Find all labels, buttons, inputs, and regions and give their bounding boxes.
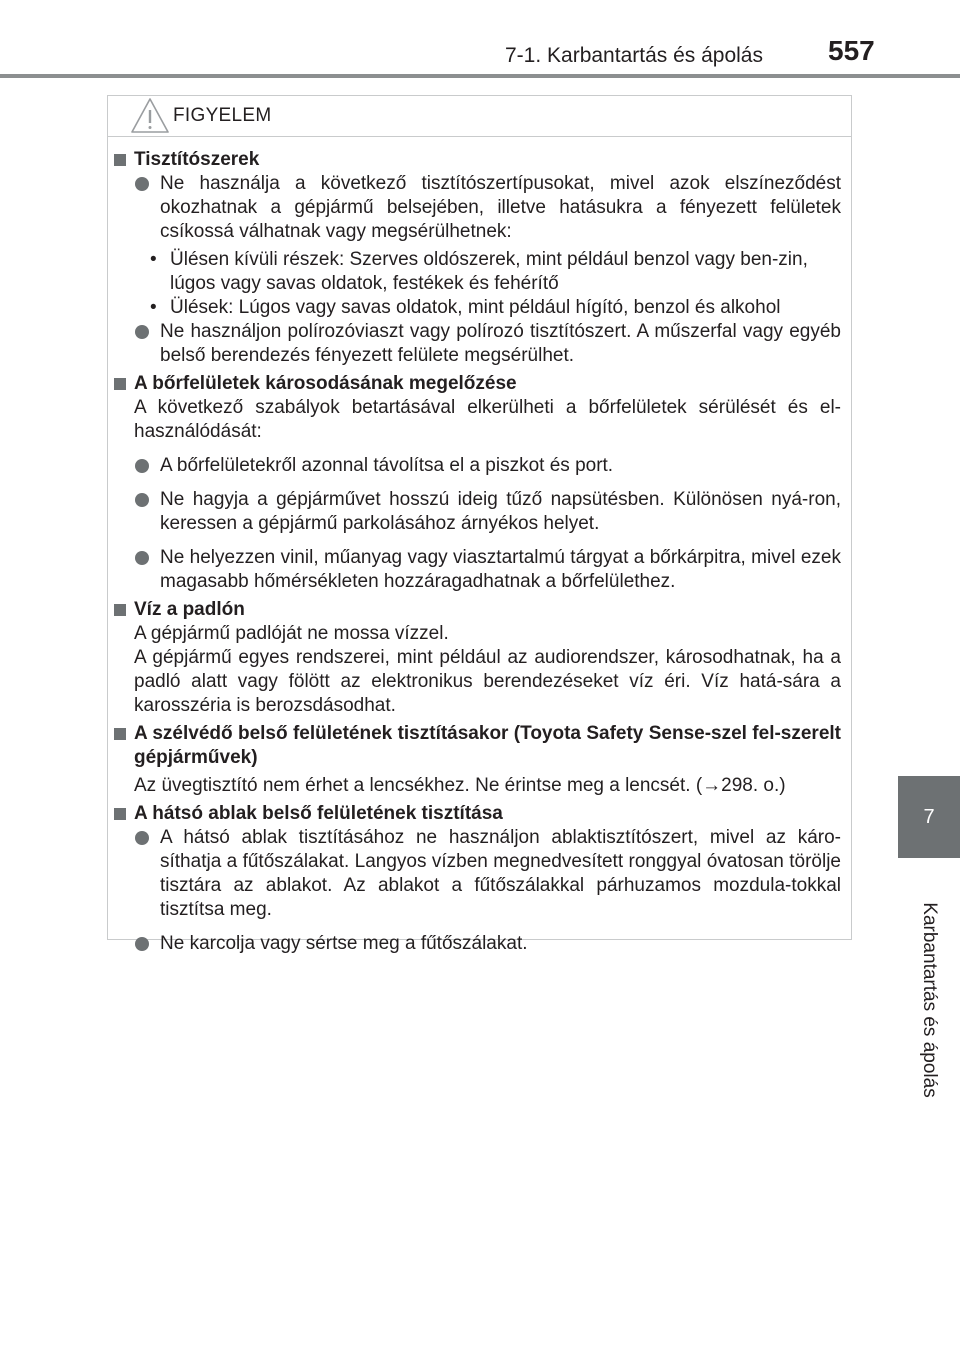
section-cleaning-agents [108,148,851,368]
chapter-label: Karbantartás és ápolás [919,902,940,1098]
section-text [134,774,841,798]
section-square-icon [114,378,126,390]
caution-box [107,95,852,954]
page-reference: 298. o.) [721,775,786,796]
page-number: 557 [828,35,875,66]
warning-triangle-icon [130,96,170,136]
bullet-text: Ne karcolja vagy sértse meg a fűtőszálakat. [160,933,528,954]
bullet-dot-icon [135,459,149,473]
chapter-tab [898,776,960,858]
section-title: A szélvédő belső felületének tisztításakor (Toyota Safety Sense-szel fel-szerelt gépjárművek) [134,723,841,768]
bullet-item [134,826,841,922]
bullet-text: Ne használjon polírozóviaszt vagy polírozó tisztítószert. A műszerfal vagy egyéb belső berendezés fényezett felülete megsérülhet. [160,321,841,366]
section-title: Tisztítószerek [134,149,260,170]
bullet-text: Ne hagyja a gépjárművet hosszú ideig tűző napsütésben. Különösen nyá-ron, keressen a gépjármű parkolásához árnyékos helyet. [160,489,841,534]
section-square-icon [114,808,126,820]
bullet-item [134,932,841,956]
bullet-dot-icon [135,551,149,565]
arrow-icon: → [702,775,722,796]
section-title: A bőrfelületek károsodásának megelőzése [134,373,517,394]
header-rule [0,74,960,78]
sub-item [134,248,841,296]
sub-text: Ülések: Lúgos vagy savas oldatok, mint például hígító, benzol és alkohol [170,297,781,318]
section-water-on-floor [108,598,851,718]
sub-item [134,296,841,320]
bullet-dot-icon [135,493,149,507]
text-before-reference: Az üvegtisztító nem érhet a lencsékhez. Ne érintse meg a lencsét. ( [134,775,703,796]
section-text: A gépjármű egyes rendszerei, mint például az audiorendszer, károsodhatnak, ha a padló alatt vagy fölött az elektronikus berendezéseket víz éri. Víz hatá-sára a karosszéria is berozsdásodhat. [134,647,841,716]
bullet-text: Ne használja a következő tisztítószertípusokat, mivel azok elszíneződést okozhatnak a gépjármű belsejében, illetve hatásukra a fényezett felületek csíkossá válhatnak vagy megsérülhetnek: [160,173,841,242]
bullet-text: A hátsó ablak tisztításához ne használjon ablaktisztítószert, mivel az káro-síthatja a fűtőszálakat. Langyos vízben megnedvesített ronggyal óvatosan törölje tisztára az ablakot. Az ablakot a fűtőszálakkal párhuzamos mozdula-tokkal tisztítsa meg. [160,827,841,920]
caution-content [108,148,851,956]
section-leather-protection [108,372,851,594]
bullet-text: Ne helyezzen vinil, műanyag vagy viasztartalmú tárgyat a bőrkárpitra, mivel ezek magasabb hőmérsékleten hozzáragadhatnak a bőrfelülethez. [160,547,841,592]
section-text: A gépjármű padlóját ne mossa vízzel. [134,623,449,644]
bullet-text: A bőrfelületekről azonnal távolítsa el a piszkot és port. [160,455,614,476]
section-rear-window-cleaning [108,802,851,956]
sub-text: Ülésen kívüli részek: Szerves oldószerek, mint például benzol vagy ben-zin, lúgos vagy savas oldatok, festékek és fehérítő [170,249,808,294]
bullet-item [134,454,841,478]
bullet-dot-icon [135,325,149,339]
bullet-item [134,172,841,244]
sub-bullet-icon: • [150,297,157,318]
section-square-icon [114,604,126,616]
sub-bullet-icon: • [150,249,157,270]
bullet-item [134,488,841,536]
section-windshield-cleaning [108,722,851,798]
caution-header [108,96,851,137]
chapter-number: 7 [923,806,935,828]
bullet-dot-icon [135,177,149,191]
section-square-icon [114,728,126,740]
bullet-dot-icon [135,937,149,951]
section-square-icon [114,154,126,166]
bullet-item [134,546,841,594]
section-title: Víz a padlón [134,599,245,620]
header-section-title: 7-1. Karbantartás és ápolás [505,44,763,67]
bullet-dot-icon [135,831,149,845]
bullet-item [134,320,841,368]
section-intro: A következő szabályok betartásával elkerülheti a bőrfelületek sérülését és el-használódását: [134,397,841,442]
section-title: A hátsó ablak belső felületének tisztítása [134,803,503,824]
caution-title: FIGYELEM [173,105,272,126]
